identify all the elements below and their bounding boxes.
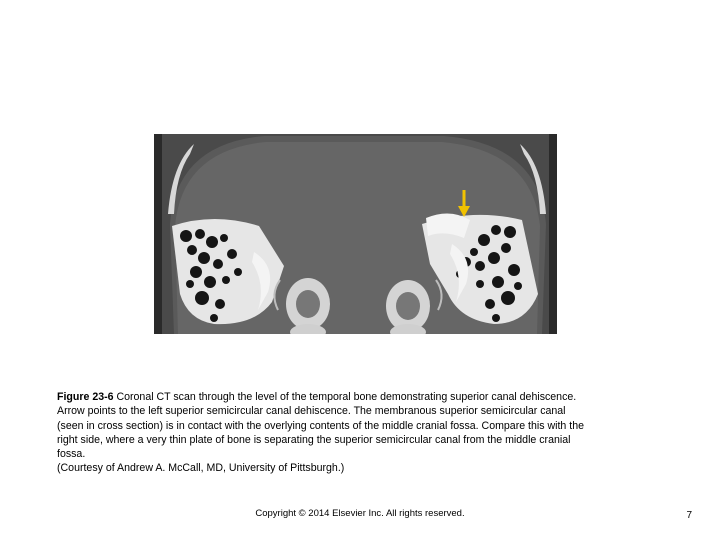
caption-line-2: Arrow points to the left superior semicircular canal dehiscence. The membranous superior semicircular canal <box>57 405 566 418</box>
figure-caption <box>57 390 662 476</box>
copyright-notice: Copyright © 2014 Elsevier Inc. All rights reserved. <box>255 508 465 519</box>
caption-line-5: fossa. <box>57 448 86 461</box>
caption-line-3: (seen in cross section) is in contact with the overlying contents of the middle cranial fossa. Compare this with the <box>57 419 584 432</box>
page-number: 7 <box>686 510 692 521</box>
arrow-down-icon <box>457 190 471 218</box>
ct-scan-graphic <box>154 134 557 334</box>
caption-courtesy: (Courtesy of Andrew A. McCall, MD, University of Pittsburgh.) <box>57 462 345 475</box>
caption-line-4: right side, where a very thin plate of bone is separating the superior semicircular canal from the middle cranial <box>57 433 571 446</box>
caption-line-1: Coronal CT scan through the level of the temporal bone demonstrating superior canal dehiscence. <box>113 391 577 403</box>
ct-scan-image <box>154 134 557 334</box>
figure-label: Figure 23-6 <box>57 391 114 403</box>
